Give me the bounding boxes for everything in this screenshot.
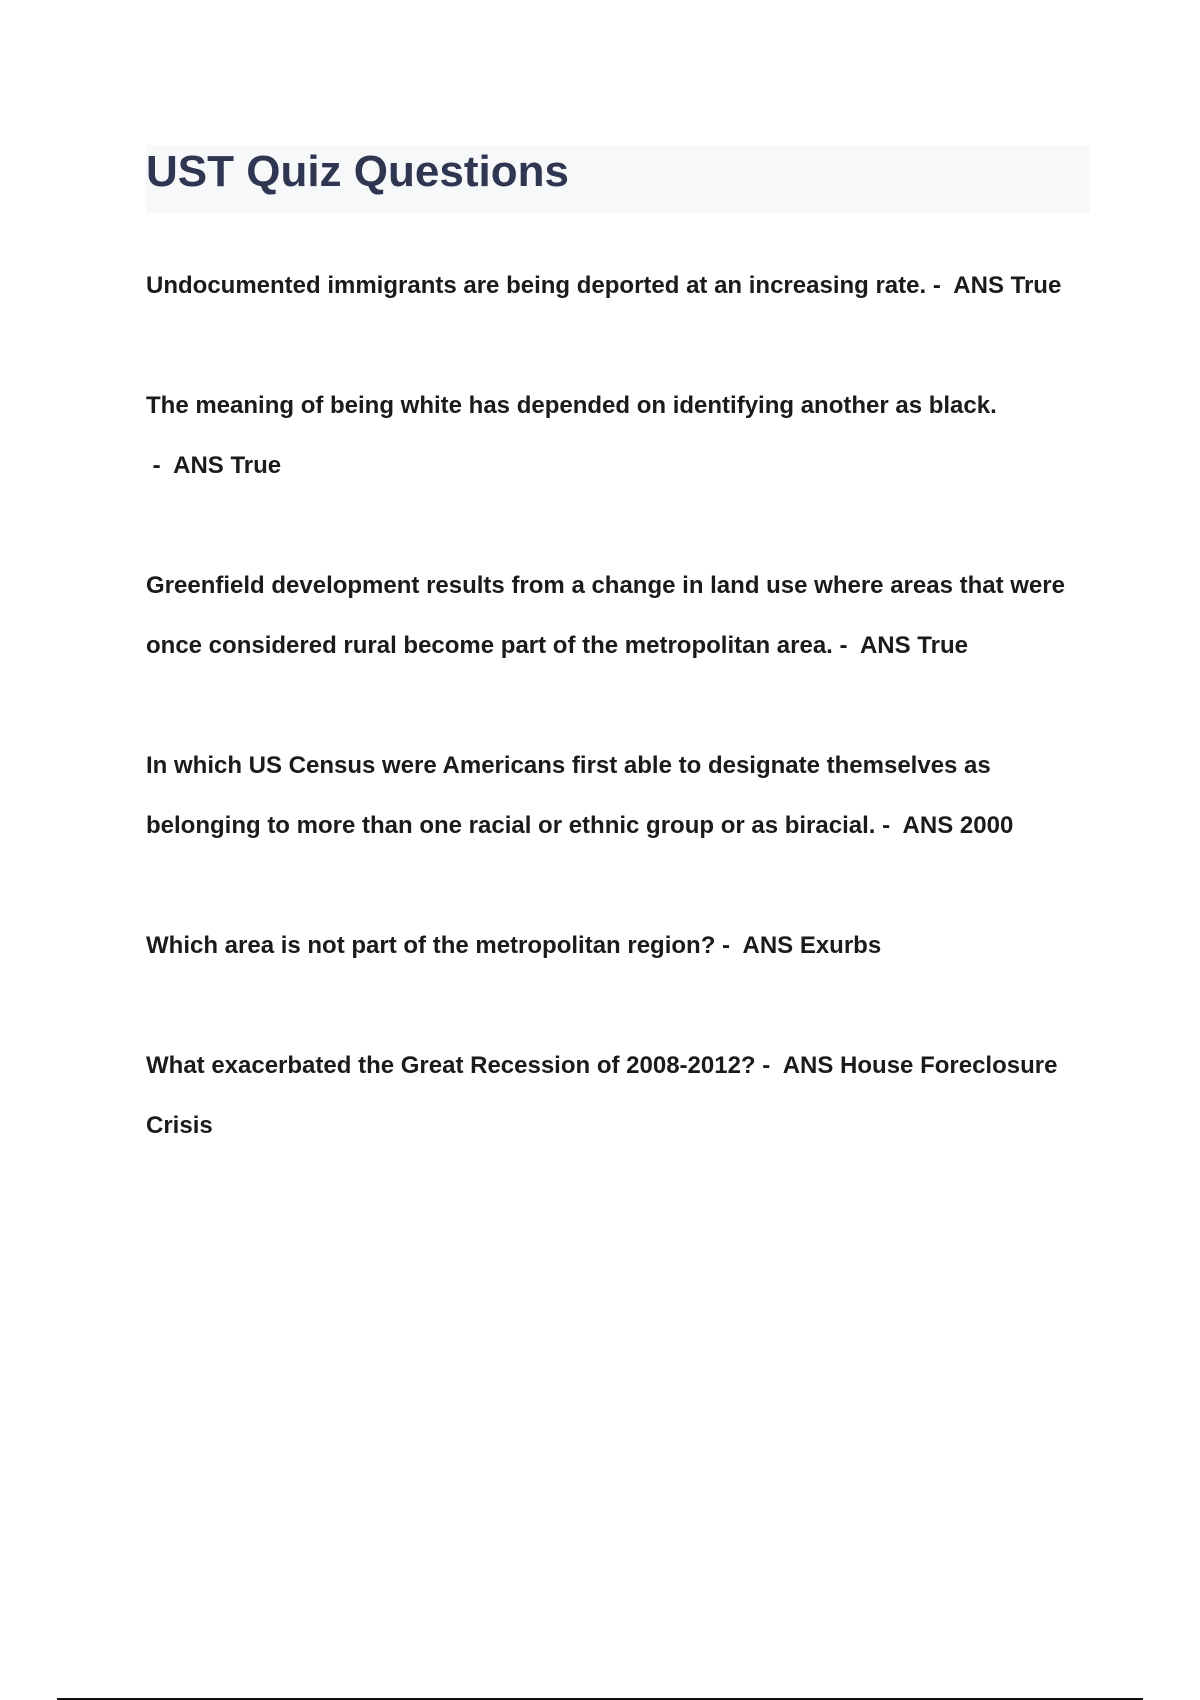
qa-item [146, 256, 1090, 316]
answer-separator: - ANS [875, 812, 960, 839]
answer-separator: - ANS [146, 452, 231, 479]
qa-item [146, 1036, 1090, 1156]
answer-text: True [917, 632, 968, 659]
question-text: The meaning of being white has depended on identifying another as black. [146, 392, 997, 419]
answer-separator: - ANS [715, 932, 800, 959]
answer-separator: - ANS [755, 1052, 841, 1079]
answer-text: Exurbs [799, 932, 882, 959]
qa-item [146, 916, 1090, 976]
qa-item [146, 556, 1090, 676]
question-text: Greenfield development results from a change in land use where areas that were once considered rural become part of the metropolitan area. [146, 572, 1065, 659]
question-text: Which area is not part of the metropolitan region? [146, 932, 716, 959]
answer-separator: - ANS [926, 272, 1011, 299]
question-text: Undocumented immigrants are being deported at an increasing rate. [146, 272, 927, 299]
qa-item [146, 736, 1090, 856]
answer-separator: - ANS [832, 632, 918, 659]
answer-text: True [1010, 272, 1062, 299]
question-text: In which US Census were Americans first able to designate themselves as belonging to more than one racial or ethnic group or as biracial. [146, 752, 991, 839]
question-list [146, 256, 1090, 1216]
qa-item [146, 376, 1090, 496]
answer-text: House Foreclosure Crisis [146, 1052, 1058, 1139]
document-title: UST Quiz Questions [146, 147, 569, 196]
question-text: What exacerbated the Great Recession of 2008-2012? [146, 1052, 756, 1079]
answer-text: True [230, 452, 282, 479]
answer-text: 2000 [959, 812, 1014, 839]
